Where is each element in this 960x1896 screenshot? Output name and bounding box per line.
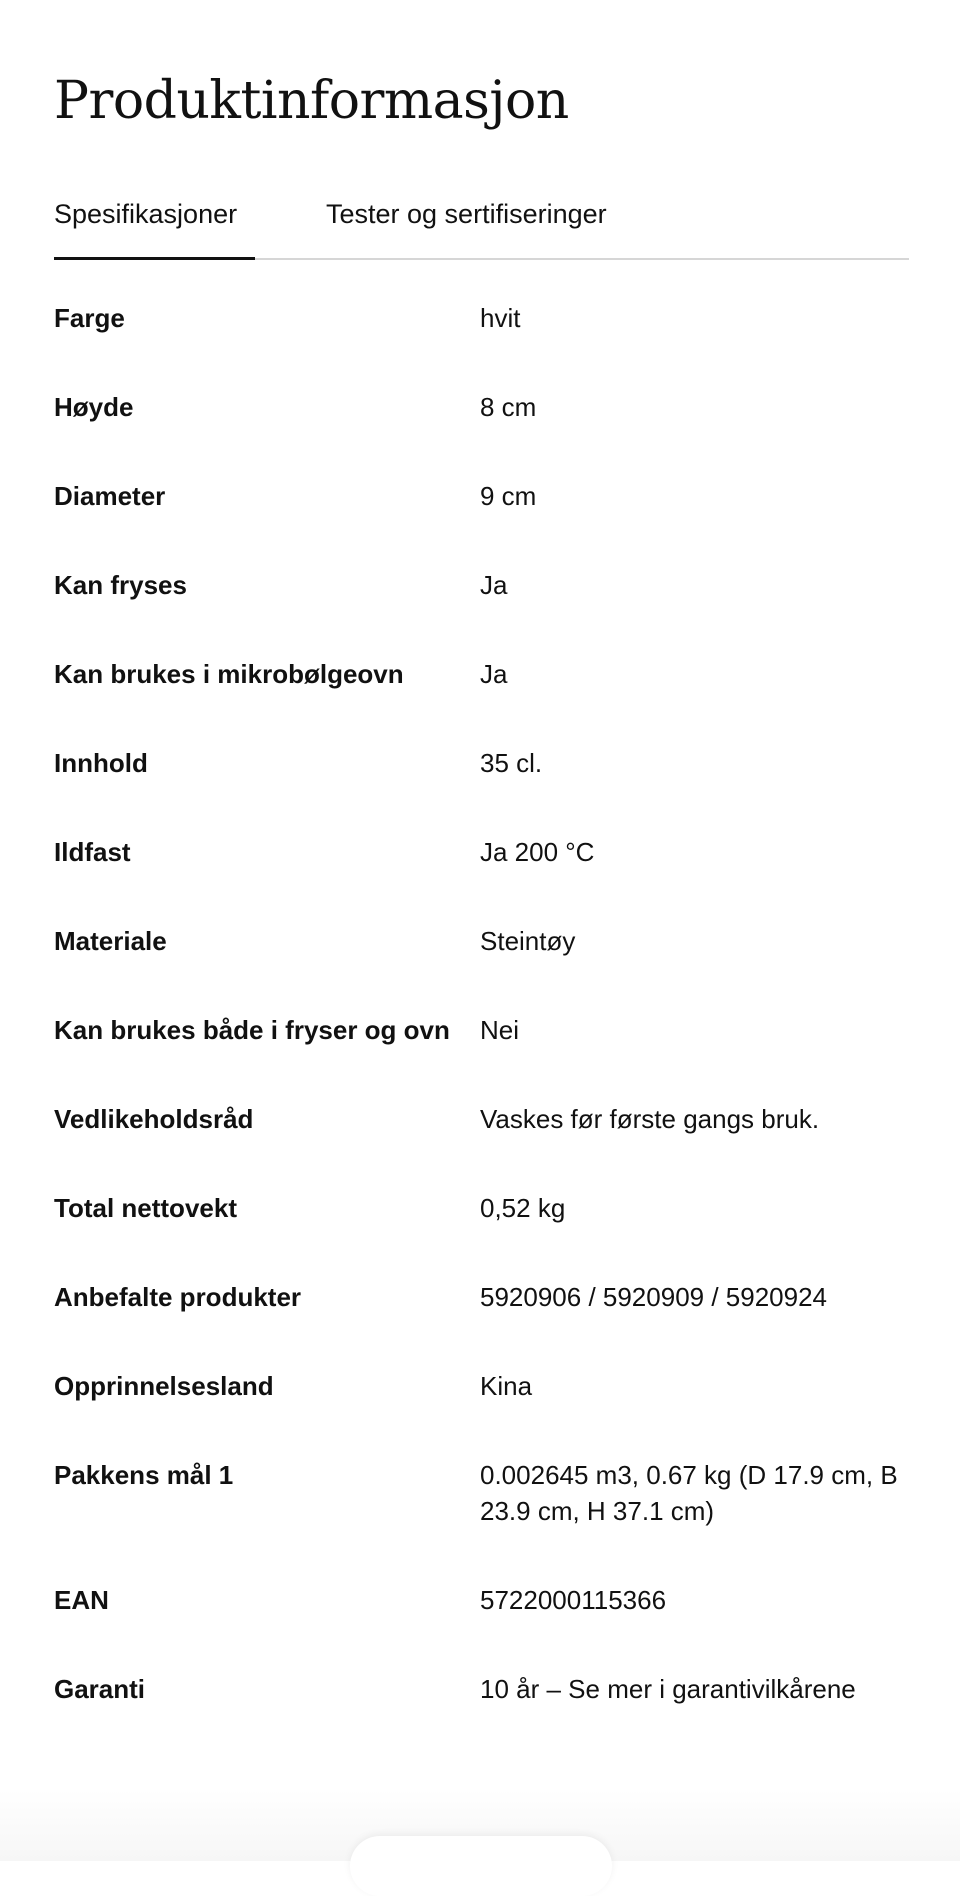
spec-row-warranty	[54, 1671, 909, 1707]
tab-bar	[54, 192, 909, 260]
spec-row-material	[54, 923, 909, 959]
spec-row-ovenproof	[54, 834, 909, 870]
spec-value: 5920906 / 5920909 / 5920924	[480, 1282, 828, 1312]
spec-row-recommended-products	[54, 1279, 909, 1315]
spec-value: 9 cm	[480, 481, 537, 511]
spec-value: Ja	[480, 659, 508, 689]
spec-label: Innhold	[54, 748, 148, 778]
spec-label: Vedlikeholdsråd	[54, 1104, 254, 1134]
spec-value: 5722000115366	[480, 1585, 667, 1615]
spec-row-color	[54, 300, 909, 336]
page-title: Produktinformasjon	[54, 71, 569, 131]
spec-row-ean	[54, 1582, 909, 1618]
spec-value: 10 år – Se mer i garantivilkårene	[480, 1674, 856, 1704]
spec-row-net-weight	[54, 1190, 909, 1226]
spec-label: Farge	[54, 303, 125, 333]
spec-label: EAN	[54, 1585, 109, 1615]
spec-label: Høyde	[54, 392, 134, 422]
spec-label: Ildfast	[54, 837, 131, 867]
spec-label: Anbefalte produkter	[54, 1282, 302, 1312]
spec-row-height	[54, 389, 909, 425]
spec-value: 35 cl.	[480, 748, 543, 778]
spec-value: Kina	[480, 1371, 533, 1401]
spec-label: Total nettovekt	[54, 1193, 237, 1223]
spec-value: Ja	[480, 570, 508, 600]
floating-action-bar[interactable]	[350, 1836, 612, 1896]
spec-value: Ja 200 °C	[480, 837, 595, 867]
spec-row-capacity	[54, 745, 909, 781]
spec-row-package-dimensions	[54, 1457, 909, 1529]
spec-label: Kan brukes både i fryser og ovn	[54, 1015, 450, 1045]
spec-value: Vaskes før første gangs bruk.	[480, 1104, 820, 1134]
spec-value: 0.002645 m3, 0.67 kg (D 17.9 cm, B 23.9 cm, H 37.1 cm)	[480, 1460, 898, 1526]
spec-value: 8 cm	[480, 392, 537, 422]
spec-label: Garanti	[54, 1674, 146, 1704]
spec-label: Materiale	[54, 926, 167, 956]
tab-specifications[interactable]: Spesifikasjoner	[54, 192, 255, 258]
spec-value: 0,52 kg	[480, 1193, 566, 1223]
spec-label: Pakkens mål 1	[54, 1460, 234, 1490]
spec-row-freezable	[54, 567, 909, 603]
spec-label: Kan fryses	[54, 570, 187, 600]
spec-row-country-of-origin	[54, 1368, 909, 1404]
spec-row-care-advice	[54, 1101, 909, 1137]
spec-row-diameter	[54, 478, 909, 514]
spec-value: hvit	[480, 303, 521, 333]
spec-label: Diameter	[54, 481, 166, 511]
spec-row-freezer-and-oven	[54, 1012, 909, 1048]
spec-value: Nei	[480, 1015, 520, 1045]
spec-value: Steintøy	[480, 926, 576, 956]
specifications-table	[54, 300, 909, 1760]
tab-tests-certifications[interactable]: Tester og sertifiseringer	[326, 199, 607, 229]
spec-label: Kan brukes i mikrobølgeovn	[54, 659, 404, 689]
spec-label: Opprinnelsesland	[54, 1371, 274, 1401]
spec-row-microwave	[54, 656, 909, 692]
